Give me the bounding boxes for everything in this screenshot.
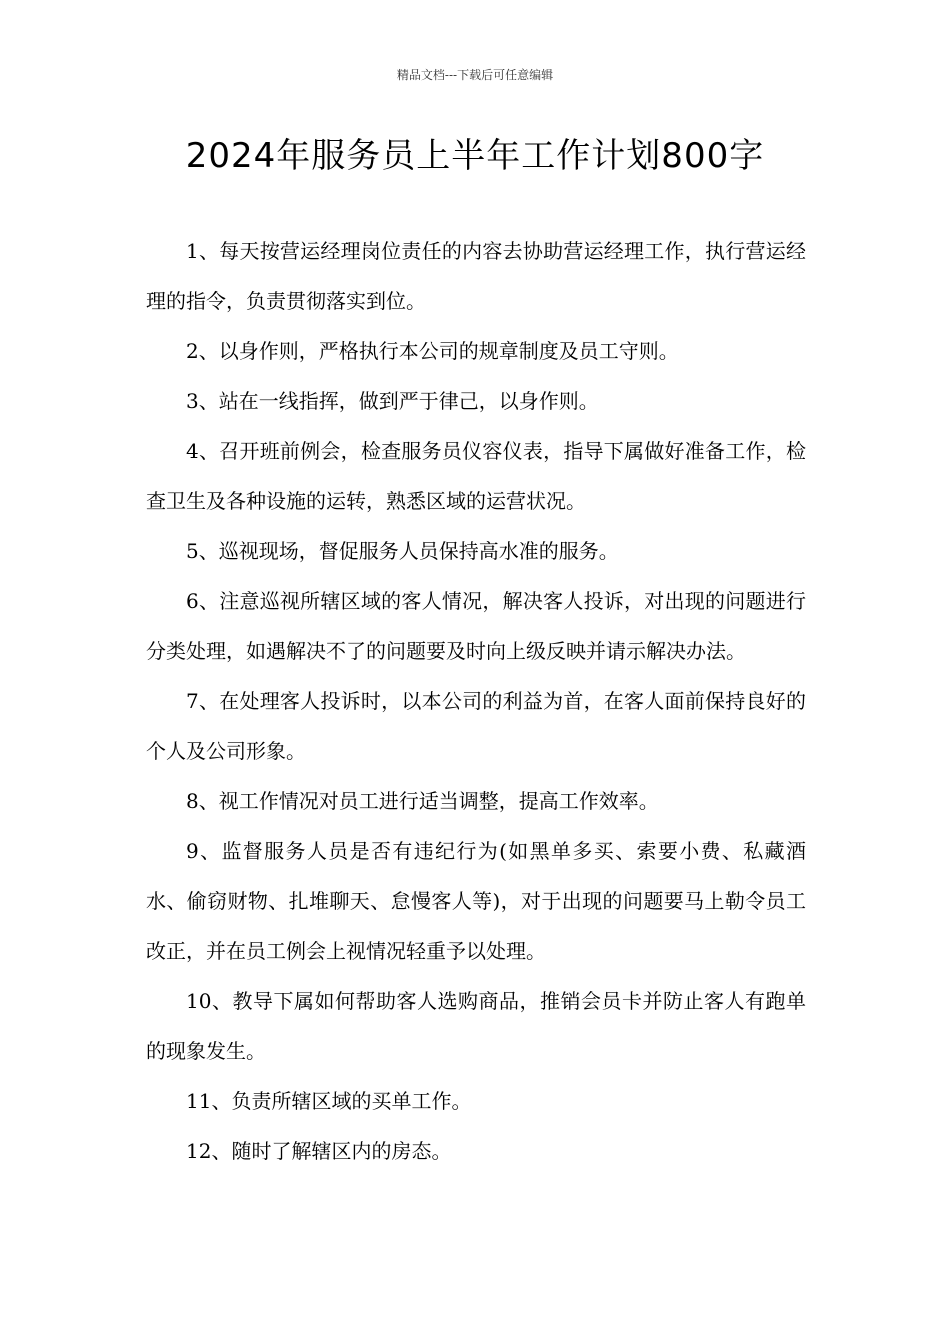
paragraph-6: 6、注意巡视所辖区域的客人情况，解决客人投诉，对出现的问题进行分类处理，如遇解决不了的问题要及时向上级反映并请示解决办法。 xyxy=(146,589,806,663)
paragraph-12: 12、随时了解辖区内的房态。 xyxy=(186,1139,452,1163)
paragraph-2: 2、以身作则，严格执行本公司的规章制度及员工守则。 xyxy=(186,339,679,363)
paragraph-3: 3、站在一线指挥，做到严于律己，以身作则。 xyxy=(186,389,599,413)
paragraph-4: 4、召开班前例会，检查服务员仪容仪表，指导下属做好准备工作，检查卫生及各种设施的运转，熟悉区域的运营状况。 xyxy=(146,439,806,513)
page-title: 2024年服务员上半年工作计划800字 xyxy=(185,136,765,176)
paragraph-7: 7、在处理客人投诉时，以本公司的利益为首，在客人面前保持良好的个人及公司形象。 xyxy=(146,689,806,763)
document-body xyxy=(146,226,806,1176)
header-note: 精品文档---下载后可任意编辑 xyxy=(396,68,554,82)
paragraph-5: 5、巡视现场，督促服务人员保持高水准的服务。 xyxy=(186,539,619,563)
paragraph-8: 8、视工作情况对员工进行适当调整，提高工作效率。 xyxy=(186,789,659,813)
paragraph-11: 11、负责所辖区域的买单工作。 xyxy=(186,1089,472,1113)
paragraph-9: 9、监督服务人员是否有违纪行为(如黑单多买、索要小费、私藏酒水、偷窃财物、扎堆聊天、怠慢客人等)，对于出现的问题要马上勒令员工改正，并在员工例会上视情况轻重予以处理。 xyxy=(146,839,806,963)
paragraph-10: 10、教导下属如何帮助客人选购商品，推销会员卡并防止客人有跑单的现象发生。 xyxy=(146,989,806,1063)
paragraph-1: 1、每天按营运经理岗位责任的内容去协助营运经理工作，执行营运经理的指令，负责贯彻落实到位。 xyxy=(146,239,806,313)
